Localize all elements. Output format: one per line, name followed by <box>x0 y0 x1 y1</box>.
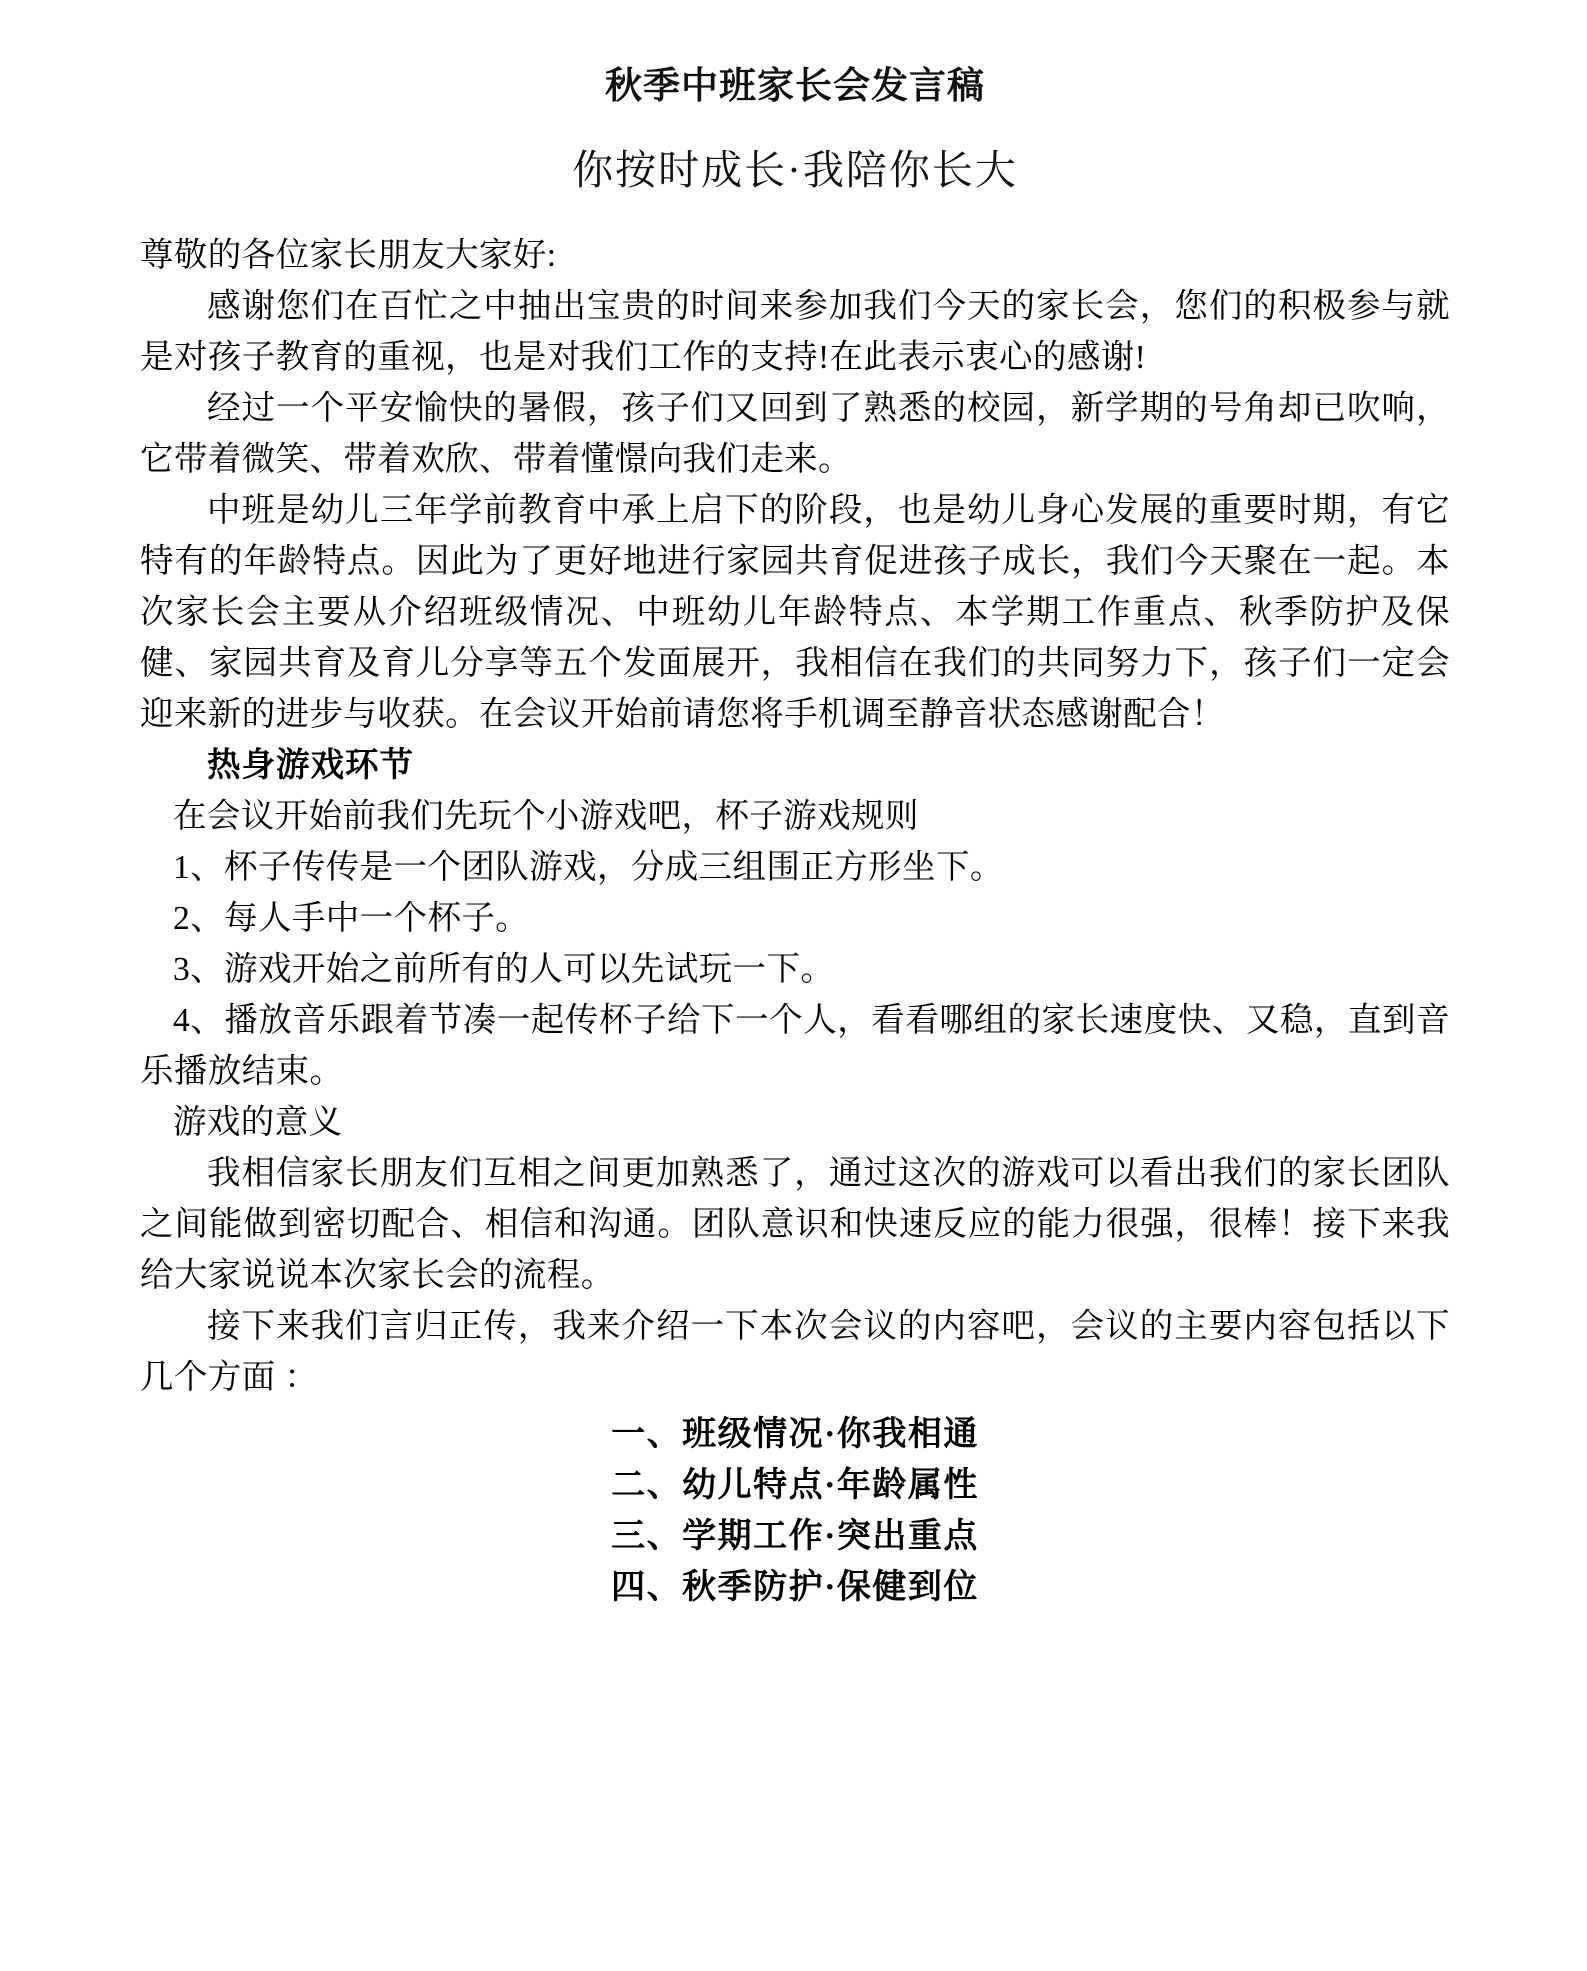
warmup-rule-1: 1、杯子传传是一个团队游戏，分成三组围正方形坐下。 <box>173 848 1004 886</box>
game-meaning-label: 游戏的意义 <box>173 1103 343 1141</box>
warmup-intro-line: 在会议开始前我们先玩个小游戏吧，杯子游戏规则 <box>173 797 919 835</box>
body-paragraph-1: 感谢您们在百忙之中抽出宝贵的时间来参加我们今天的家长会，您们的积极参与就是对孩子教育的重视，也是对我们工作的支持!在此表示衷心的感谢! <box>140 287 1450 376</box>
page-title: 秋季中班家长会发言稿 <box>605 65 985 106</box>
agenda-list <box>140 1409 1450 1613</box>
agenda-item-4: 四、秋季防护·保健到位 <box>611 1568 979 1606</box>
body-paragraph-3: 中班是幼儿三年学前教育中承上启下的阶段，也是幼儿身心发展的重要时期，有它特有的年龄特点。因此为了更好地进行家园共育促进孩子成长，我们今天聚在一起。本次家长会主要从介绍班级情况、中班幼儿年龄特点、本学期工作重点、秋季防护及保健、家园共育及育儿分享等五个发面展开，我相信在我们的共同努力下，孩子们一定会迎来新的进步与收获。在会议开始前请您将手机调至静音状态感谢配合！ <box>140 491 1450 733</box>
warmup-rule-2: 2、每人手中一个杯子。 <box>173 899 530 937</box>
warmup-section-heading: 热身游戏环节 <box>207 746 414 784</box>
warmup-rule-4: 4、播放音乐跟着节凑一起传杯子给下一个人，看看哪组的家长速度快、又稳，直到音乐播放结束。 <box>140 1001 1450 1090</box>
document-content <box>140 0 1450 1613</box>
body-paragraph-2: 经过一个平安愉快的暑假，孩子们又回到了熟悉的校园，新学期的号角却已吹响，它带着微笑、带着欢欣、带着懂憬向我们走来。 <box>140 389 1450 478</box>
agenda-item-3: 三、学期工作·突出重点 <box>611 1517 979 1555</box>
agenda-item-1: 一、班级情况·你我相通 <box>611 1415 979 1453</box>
greeting-line: 尊敬的各位家长朋友大家好: <box>140 236 557 274</box>
agenda-item-2: 二、幼儿特点·年龄属性 <box>611 1466 979 1504</box>
transition-paragraph: 接下来我们言归正传，我来介绍一下本次会议的内容吧，会议的主要内容包括以下几个方面 ： <box>140 1307 1450 1396</box>
game-meaning-paragraph: 我相信家长朋友们互相之间更加熟悉了，通过这次的游戏可以看出我们的家长团队之间能做到密切配合、相信和沟通。团队意识和快速反应的能力很强，很棒！接下来我给大家说说本次家长会的流程。 <box>140 1154 1450 1294</box>
page-subtitle: 你按时成长·我陪你长大 <box>572 147 1018 194</box>
warmup-rule-3: 3、游戏开始之前所有的人可以先试玩一下。 <box>173 950 835 988</box>
